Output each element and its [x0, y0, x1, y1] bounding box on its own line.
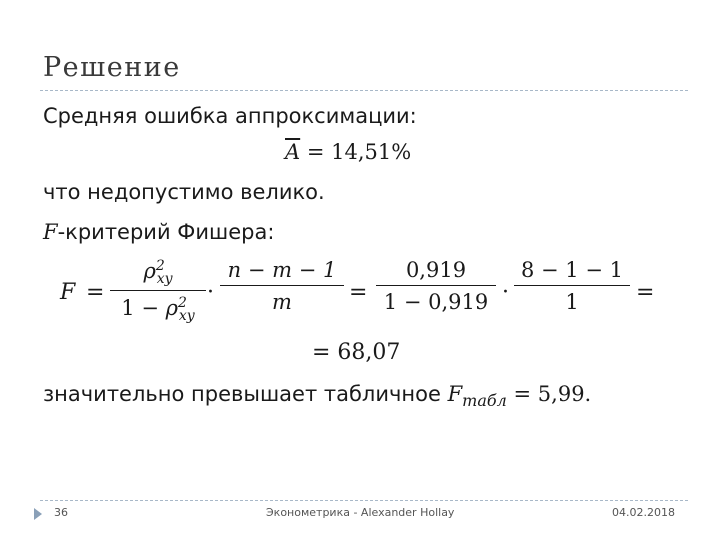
text-line-2: что недопустимо велико. — [43, 180, 325, 204]
f-table-symbol: F — [447, 382, 463, 406]
f-letter: F — [43, 220, 58, 244]
formula-dot-1: · — [207, 280, 214, 305]
slide-title: Решение — [43, 52, 181, 83]
f-table-value: = 5,99. — [513, 382, 592, 406]
formula-f: F — [60, 280, 76, 305]
fraction-4-denominator: 1 — [565, 290, 579, 314]
footer-divider — [40, 500, 688, 501]
title-divider — [40, 90, 688, 91]
fraction-2-denominator: m — [272, 290, 292, 314]
a-bar-value: = 14,51% — [306, 140, 412, 164]
fraction-4 — [514, 258, 630, 314]
formula-dot-2: · — [502, 280, 509, 305]
fraction-3 — [376, 258, 496, 314]
footer-arrow-icon — [34, 508, 42, 520]
mean-error-formula — [285, 140, 411, 164]
formula-eq-2: = — [349, 280, 368, 305]
fraction-3-denominator: 1 − 0,919 — [383, 290, 489, 314]
fraction-1-numerator: $\rho^2_{xy}$ — [143, 258, 173, 288]
fraction-2-numerator: n − m − 1 — [227, 258, 337, 282]
a-bar-symbol: $\overline{A}$ — [285, 140, 301, 164]
text-line-3 — [43, 220, 274, 244]
fraction-4-numerator: 8 − 1 − 1 — [521, 258, 623, 282]
formula-result: = 68,07 — [312, 340, 401, 365]
footer-title: Эконометрика - Alexander Hollay — [266, 506, 455, 519]
fraction-2 — [220, 258, 344, 314]
text-line-1: Средняя ошибка аппроксимации: — [43, 104, 417, 128]
f-table-subscript: табл — [462, 391, 507, 411]
fraction-3-numerator: 0,919 — [405, 258, 467, 282]
fraction-1-denominator: $1 - \rho^2_{xy}$ — [121, 295, 195, 325]
fisher-criterion-label: -критерий Фишера: — [57, 220, 275, 244]
page-number: 36 — [54, 506, 68, 519]
text-line-4-label: значительно превышает табличное — [43, 382, 441, 406]
formula-eq-1: = — [86, 280, 105, 305]
formula-eq-3: = — [636, 280, 655, 305]
footer-date: 04.02.2018 — [612, 506, 675, 519]
text-line-4 — [43, 382, 591, 410]
fraction-1 — [110, 258, 206, 324]
